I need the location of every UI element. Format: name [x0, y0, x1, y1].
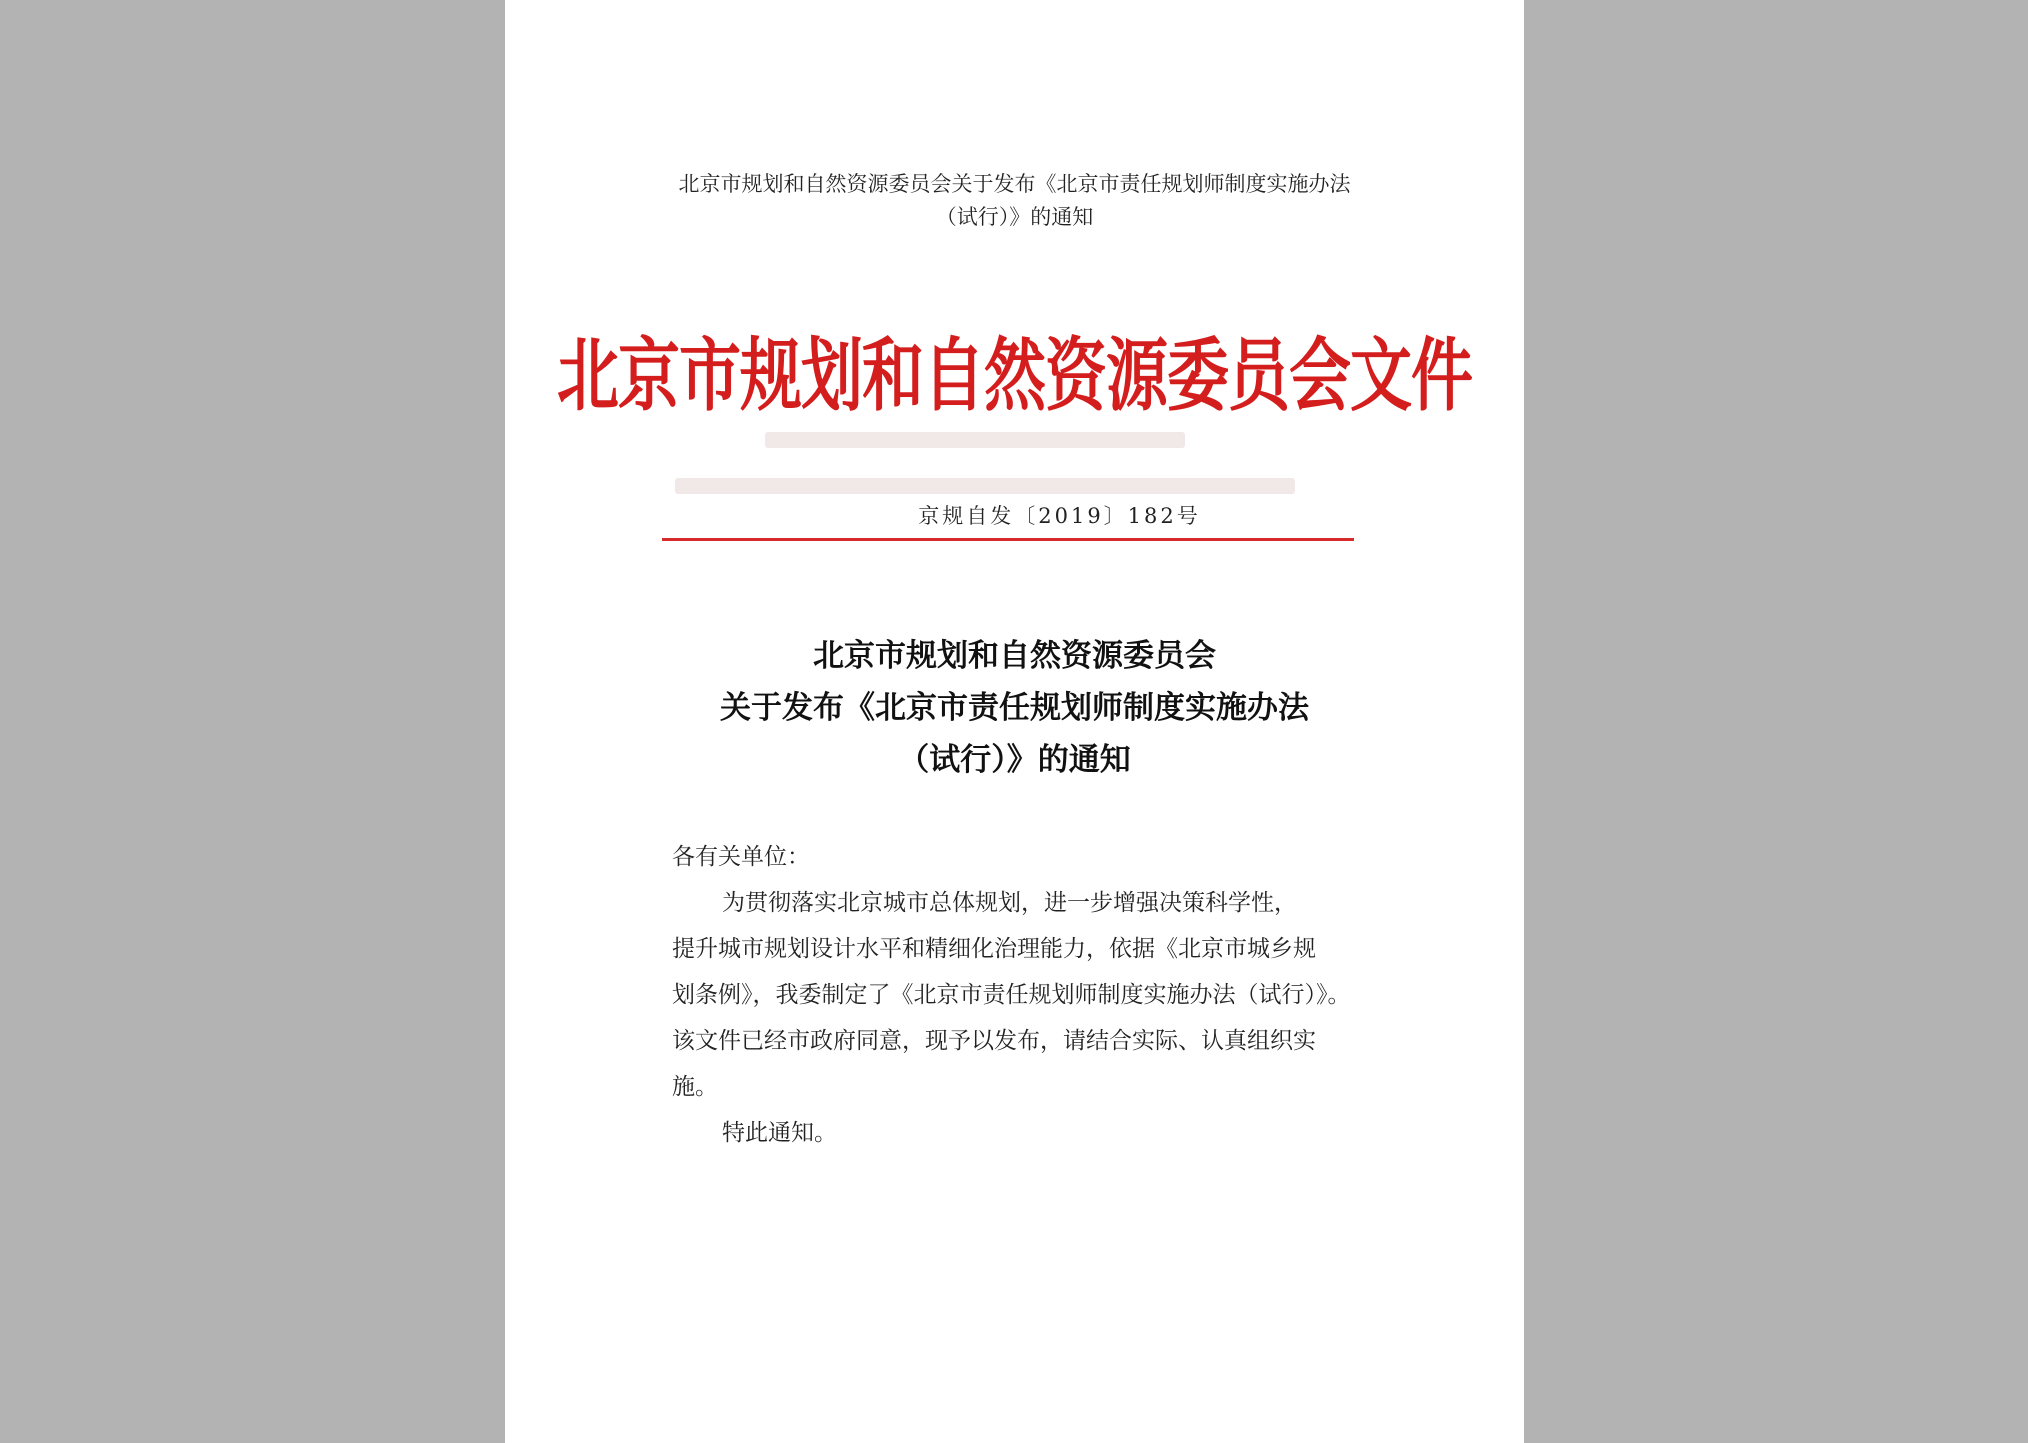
- body-line: 划条例》，我委制定了《北京市责任规划师制度实施办法（试行）》。: [672, 982, 1351, 1008]
- header-title-line2: （试行）》的通知: [935, 205, 1094, 229]
- notice-title: [505, 630, 1524, 786]
- header-title-line1: 北京市规划和自然资源委员会关于发布《北京市责任规划师制度实施办法: [678, 172, 1351, 196]
- closing: 特此通知。: [722, 1120, 837, 1146]
- body-line: 施。: [672, 1074, 718, 1100]
- notice-body: [672, 834, 1372, 1156]
- document-page: [505, 0, 1524, 1443]
- title-line2: 关于发布《北京市责任规划师制度实施办法: [720, 690, 1309, 726]
- red-divider-rule: [662, 538, 1354, 541]
- page-header-title: [505, 168, 1524, 234]
- salutation: 各有关单位：: [672, 844, 810, 870]
- bleed-through-line: [765, 432, 1185, 448]
- title-line1: 北京市规划和自然资源委员会: [813, 638, 1216, 674]
- body-line: 为贯彻落实北京城市总体规划，进一步增强决策科学性，: [722, 890, 1297, 916]
- bleed-through-line: [675, 478, 1295, 494]
- body-line: 提升城市规划设计水平和精细化治理能力，依据《北京市城乡规: [672, 936, 1316, 962]
- title-line3: （试行）》的通知: [898, 742, 1131, 778]
- issuer-heading: 北京市规划和自然资源委员会文件: [556, 328, 1472, 423]
- body-line: 该文件已经市政府同意，现予以发布，请结合实际、认真组织实: [672, 1028, 1316, 1054]
- document-number: 京规自发〔2019〕182号: [918, 504, 1201, 528]
